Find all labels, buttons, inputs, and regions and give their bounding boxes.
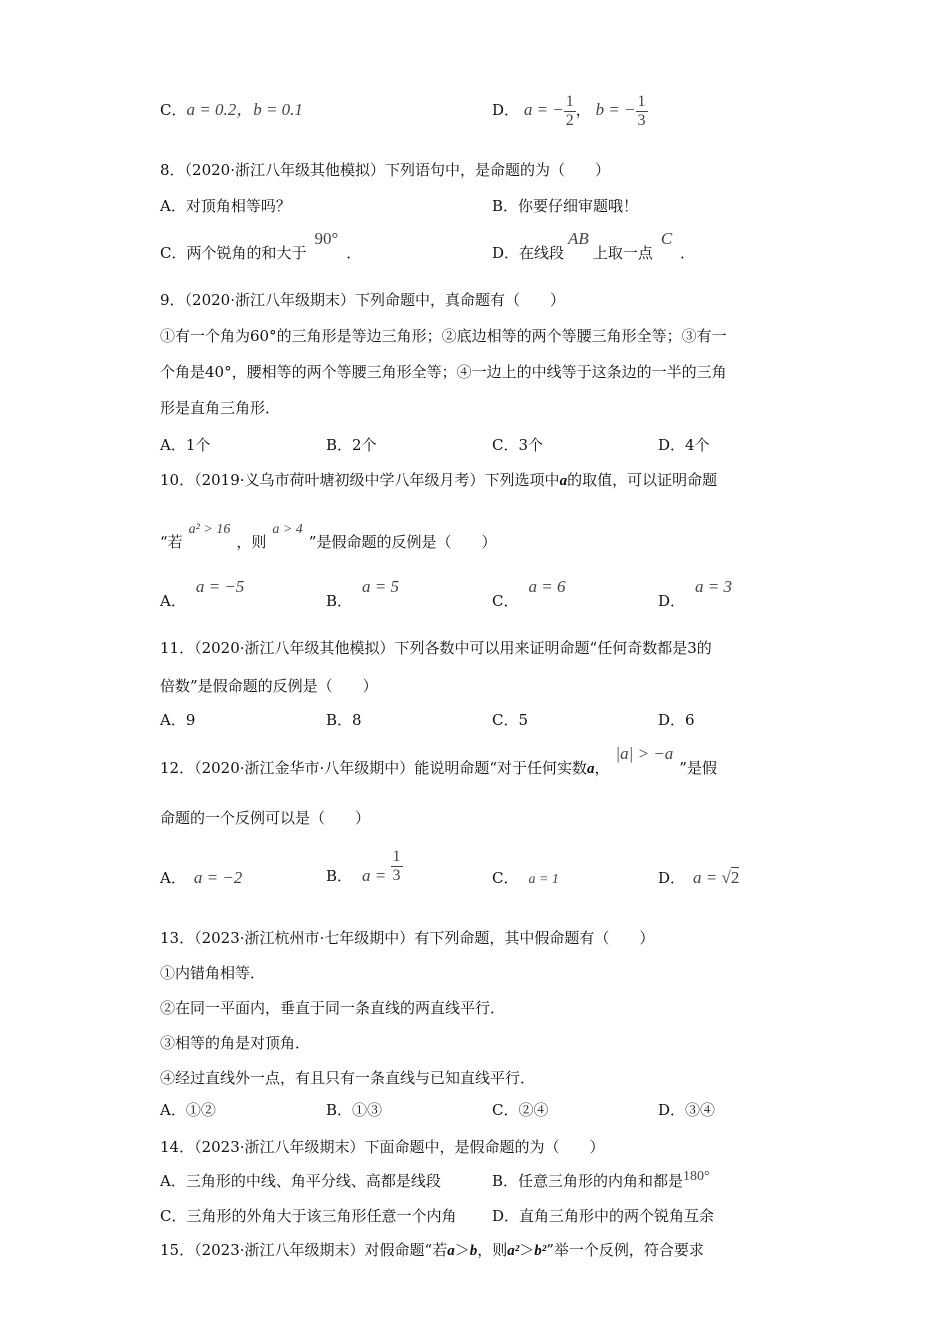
fraction: [564, 93, 576, 130]
numerator: 1: [637, 92, 646, 110]
question-source: （2019·义乌市荷叶塘初级中学八年级月考）: [194, 471, 485, 489]
question-source: （2020·浙江金华市·八年级期中）: [194, 759, 415, 777]
punct: ．: [346, 244, 362, 262]
option-label: C．: [160, 101, 187, 119]
question-source: （2023·浙江八年级期末）: [194, 1241, 365, 1259]
punct: ．: [680, 244, 696, 262]
option-label: A．: [160, 869, 186, 887]
question-text: 能说明命题“对于任何实数: [414, 759, 587, 777]
q11-option-a: A．9: [160, 711, 196, 729]
numerator: 1: [565, 92, 574, 110]
question-number: 10．: [160, 471, 195, 489]
option-label: D．: [658, 869, 686, 887]
question-source: （2023·浙江杭州市·七年级期中）: [194, 929, 415, 947]
math: a = 6: [528, 577, 566, 596]
question-number: 14．: [160, 1138, 195, 1156]
option-label: D．: [492, 101, 520, 119]
math: a: [559, 473, 568, 489]
q8-option-c: [160, 229, 362, 263]
math: a > 4: [272, 522, 303, 537]
q9-body-line: ①有一个角为60°的三角形是等边三角形；②底边相等的两个等腰三角形全等；③有一: [160, 327, 727, 345]
denominator: 2: [565, 111, 574, 129]
q12-stem-line2: 命题的一个反例可以是（ ）: [160, 809, 371, 827]
question-number: 8．: [160, 161, 185, 179]
q10-option-a: [160, 577, 245, 611]
q8-option-a: A．对顶角相等吗？: [160, 197, 291, 215]
q9-body-line: 个角是40°，腰相等的两个等腰三角形全等；④一边上的中线等于这条边的一半的三角: [160, 363, 727, 381]
question-number: 12．: [160, 759, 195, 777]
question-text: “若: [160, 533, 183, 551]
radicand: 2: [730, 868, 740, 887]
q10-stem: [160, 470, 717, 491]
question-text: ＞: [519, 1241, 535, 1259]
q11-option-c: C．5: [492, 711, 529, 729]
q7-option-d: [492, 82, 648, 138]
q14-option-b: [492, 1171, 710, 1193]
q9-option-b: B．2个: [326, 436, 377, 454]
q13-item: ④经过直线外一点，有且只有一条直线与已知直线平行．: [160, 1069, 536, 1087]
sep: ，: [575, 101, 591, 119]
option-label: B．: [326, 867, 353, 885]
option-label: A．: [160, 592, 186, 610]
q10-option-c: [492, 577, 566, 611]
question-text: 下列语句中，是命题的为（ ）: [385, 161, 611, 179]
question-text: 下列各数中可以用来证明命题“任何奇数都是3的: [394, 639, 712, 657]
option-text: D．在线段: [492, 244, 565, 262]
question-number: 11．: [160, 639, 195, 657]
q14-option-a: A．三角形的中线、角平分线、高都是线段: [160, 1172, 441, 1190]
q15-stem: [160, 1240, 704, 1261]
question-text: 下列选项中: [484, 471, 560, 489]
punct: ，: [594, 759, 610, 777]
option-label: B．: [326, 592, 353, 610]
q14-option-d: D．直角三角形中的两个锐角互余: [492, 1207, 715, 1225]
denominator: 3: [392, 867, 401, 884]
question-number: 9．: [160, 291, 185, 309]
fraction: [636, 93, 648, 130]
math: b: [469, 1243, 478, 1259]
q13-option-c: C．②④: [492, 1101, 549, 1119]
q12-option-a: [160, 868, 242, 888]
fraction: [391, 848, 403, 885]
q11-option-d: D．6: [658, 711, 695, 729]
option-label: D．: [658, 592, 686, 610]
math: a: [586, 761, 595, 777]
math: a =: [362, 866, 391, 885]
q10-option-b: [326, 577, 400, 611]
question-source: （2020·浙江八年级期末）: [184, 291, 355, 309]
math: a²: [507, 1243, 520, 1259]
q14-stem: [160, 1137, 605, 1157]
option-text: 上取一点: [592, 244, 653, 262]
question-text: ”举一个反例，符合要求: [546, 1241, 704, 1259]
question-text: ”是假命题的反例是（ ）: [308, 533, 497, 551]
math: a = −2: [193, 868, 243, 887]
q12-option-d: [658, 868, 739, 888]
q10-stem-line2: [160, 522, 497, 554]
math: AB: [568, 229, 589, 248]
q11-stem: [160, 638, 712, 658]
numerator: 1: [392, 848, 401, 865]
q8-option-d: [492, 229, 696, 263]
q13-item: ①内错角相等．: [160, 964, 266, 982]
question-source: （2020·浙江八年级其他模拟）: [194, 639, 395, 657]
q14-option-c: C．三角形的外角大于该三角形任意一个内角: [160, 1207, 457, 1225]
option-text: C．两个锐角的和大于: [160, 244, 307, 262]
q12-option-b: [326, 846, 403, 906]
q9-option-d: D．4个: [658, 436, 710, 454]
q8-option-b: B．你要仔细审题哦！: [492, 197, 639, 215]
q7-option-c: [160, 100, 303, 120]
q12-option-c: [492, 868, 559, 890]
question-number: 15．: [160, 1241, 195, 1259]
math: a = 3: [695, 577, 733, 596]
q13-item: ②在同一平面内，垂直于同一条直线的两直线平行．: [160, 999, 506, 1017]
question-number: 13．: [160, 929, 195, 947]
math: a = 5: [362, 577, 400, 596]
q9-option-a: A．1个: [160, 436, 211, 454]
q13-option-b: B．①③: [326, 1101, 383, 1119]
math: a = 1: [528, 872, 559, 887]
question-source: （2020·浙江八年级其他模拟）: [184, 161, 385, 179]
math: a² > 16: [188, 522, 231, 537]
q12-stem: [160, 744, 717, 779]
denominator: 3: [637, 111, 646, 129]
q13-option-a: A．①②: [160, 1101, 216, 1119]
option-text: B．任意三角形的内角和都是: [492, 1172, 684, 1190]
question-text: ，则: [236, 533, 267, 551]
math: |a| > −a: [615, 744, 674, 763]
question-text: ，则: [477, 1241, 508, 1259]
q8-stem: [160, 160, 610, 180]
option-label: C．: [492, 592, 519, 610]
math: b²: [534, 1243, 547, 1259]
math: a = 0.2，b = 0.1: [186, 100, 303, 119]
question-text: 有下列命题，其中假命题有（ ）: [414, 929, 655, 947]
q9-stem: [160, 290, 565, 310]
math: 180°: [683, 1169, 710, 1184]
q9-option-c: C．3个: [492, 436, 544, 454]
q13-stem: [160, 928, 654, 948]
question-text: 下面命题中，是假命题的为（ ）: [364, 1138, 605, 1156]
math: a = −5: [195, 577, 245, 596]
question-text: 对假命题“若: [364, 1241, 448, 1259]
q9-body-line: 形是直角三角形．: [160, 399, 281, 417]
math: a: [447, 1243, 455, 1259]
option-label: C．: [492, 869, 519, 887]
q13-item: ③相等的角是对顶角．: [160, 1034, 311, 1052]
question-text: 下列命题中，真命题有（ ）: [355, 291, 566, 309]
question-text: 的取值，可以证明命题: [567, 471, 718, 489]
math: b = −: [595, 100, 636, 119]
math: C: [660, 229, 673, 248]
q10-option-d: [658, 577, 733, 611]
q11-option-b: B．8: [326, 711, 362, 729]
math: 90°: [314, 229, 339, 248]
q13-option-d: D．③④: [658, 1101, 716, 1119]
q11-stem-line2: 倍数”是假命题的反例是（ ）: [160, 677, 378, 695]
math: a = −: [523, 100, 564, 119]
question-source: （2023·浙江八年级期末）: [194, 1138, 365, 1156]
question-text: ”是假: [679, 759, 717, 777]
question-text: ＞: [454, 1241, 470, 1259]
math: a = √: [693, 868, 731, 887]
